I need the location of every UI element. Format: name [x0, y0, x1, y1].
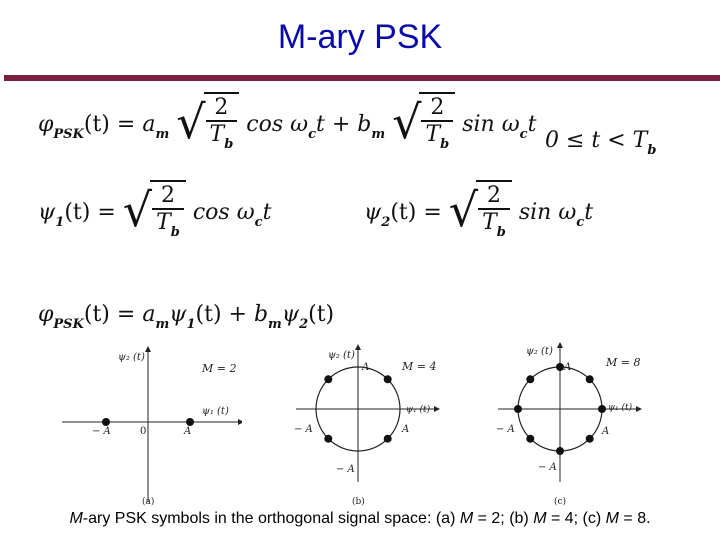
equation-psi1-basis: $\psi_1(t)$ = √ $\frac{2}{T_b}$ $\cos \omega_ct$ — [38, 180, 271, 246]
symbol-point — [384, 375, 392, 383]
symbol-point — [526, 375, 534, 383]
pos-a-x-label: A — [602, 426, 610, 437]
m-label: M = 4 — [402, 360, 437, 373]
symbol-point — [384, 435, 392, 443]
panel-label: (c) — [554, 497, 567, 507]
sqrt-term-2: √ $\frac{2}{T_b}$ — [392, 92, 455, 158]
pos-a-label: A — [184, 426, 192, 437]
equation-psi2-basis: $\psi_2(t)$ = √ $\frac{2}{T_b}$ $\sin \omega_ct$ — [364, 180, 593, 246]
constellation-diagram-m8 — [494, 342, 644, 517]
m-label: M = 2 — [202, 362, 237, 375]
symbol-point — [586, 435, 594, 443]
pos-a-x-label: A — [402, 424, 410, 435]
symbol-point — [556, 363, 564, 371]
neg-a-y-label: − A — [336, 464, 355, 475]
m-label: M = 8 — [606, 356, 641, 369]
symbol-point — [324, 375, 332, 383]
symbol-point — [598, 405, 606, 413]
figure-caption: M-ary PSK symbols in the orthogonal signal space: (a) M = 2; (b) M = 4; (c) M = 8. — [69, 510, 651, 527]
pos-a-y-label: A — [564, 362, 572, 373]
neg-a-x-label: − A — [496, 424, 515, 435]
x-axis-label: ψ₁ (t) — [406, 405, 431, 415]
neg-a-y-label: − A — [538, 462, 557, 473]
equation-phi-psk-definition: $\varphi_{PSK}(t) = a_m$ √ $\frac{2}{T_b}$ $\cos \omega_ct + b_m$ √ $\frac{2}{T_b}$ $\sin \omega_ct$ — [38, 92, 536, 158]
symbol-point — [514, 405, 522, 413]
x-axis-label: ψ₁ (t) — [608, 403, 633, 413]
constellation-diagram-m4 — [292, 342, 442, 517]
constellation-diagram-m2 — [62, 342, 242, 517]
symbol-point — [102, 418, 110, 426]
pos-a-y-label: A — [362, 362, 370, 373]
equation-time-range: $0 \le t < T_b$ — [545, 128, 657, 158]
symbol-point — [556, 447, 564, 455]
neg-a-x-label: − A — [294, 424, 313, 435]
y-axis-label: ψ₂ (t) — [118, 352, 145, 363]
slide-title: M-ary PSK — [277, 18, 443, 56]
symbol-point — [586, 375, 594, 383]
symbol-point — [526, 435, 534, 443]
symbol-point — [186, 418, 194, 426]
equation-phi-psk-basis-expansion: $\varphi_{PSK}(t) = a_m\psi_1(t) + b_m\psi_2(t)$ — [38, 302, 335, 332]
title-divider — [4, 75, 720, 81]
x-axis-label: ψ₁ (t) — [202, 406, 229, 417]
y-axis-label: ψ₂ (t) — [526, 346, 553, 357]
neg-a-label: − A — [92, 426, 111, 437]
symbol-point — [324, 435, 332, 443]
panel-label: (b) — [352, 497, 365, 507]
panel-label: (a) — [142, 497, 155, 507]
sqrt-term-1: √ $\frac{2}{T_b}$ — [176, 92, 239, 158]
y-axis-label: ψ₂ (t) — [328, 350, 355, 361]
origin-label: 0 — [140, 426, 147, 437]
